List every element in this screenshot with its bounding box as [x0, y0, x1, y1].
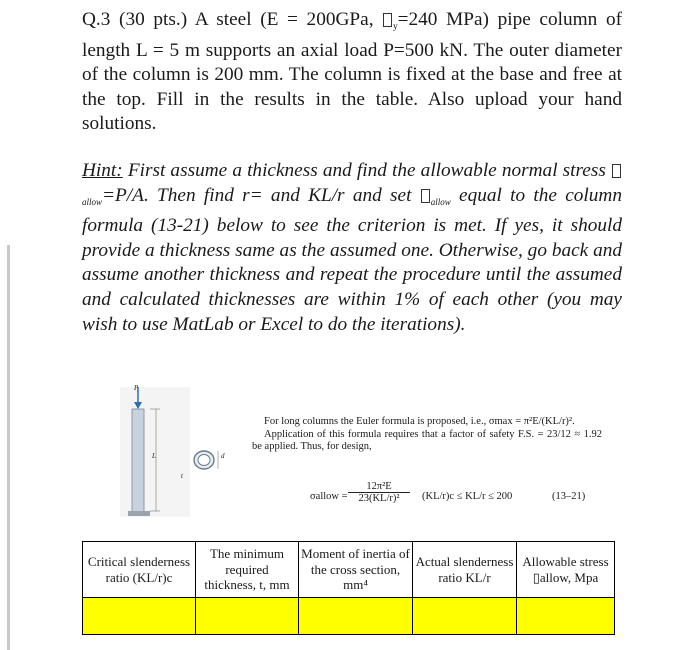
answer-cell-allowable-stress[interactable] [517, 598, 615, 635]
answer-cell-moment-of-inertia[interactable] [299, 598, 413, 635]
results-table [82, 541, 615, 635]
left-margin-bar [7, 245, 10, 650]
pipe-cross-section-icon [182, 446, 232, 474]
figure-label-d: d [221, 452, 225, 460]
header-moment-of-inertia: Moment of inertia of the cross section, mm⁴ [299, 542, 413, 598]
hint-label: Hint: [82, 160, 123, 181]
textbook-excerpt: For long columns the Euler formula is proposed, i.e., σmax = π²E/(KL/r)². Application of this formula requires that a factor of safety F.S. = 23/12 ≈ 1.92 be applied. Thus, for design, [252, 416, 602, 452]
header-actual-slenderness: Actual slenderness ratio KL/r [413, 542, 517, 598]
header-min-thickness: The minimum required thickness, t, mm [196, 542, 299, 598]
equation-number: (13–21) [552, 491, 586, 502]
sigma-allow-box-2 [421, 189, 430, 203]
table-header-row [83, 542, 615, 598]
figure-label-L: L [152, 452, 156, 460]
sigma-placeholder-box [383, 13, 392, 27]
hint-paragraph: Hint: First assume a thickness and find the allowable normal stress $_{allow}$=P/A. Then find r= and KL/r and set $_{allow}$ equal to the column formula (13-21) below to see the criterion is met. If yes, it should provide a thickness same as the assumed one. Otherwise, go back and assume another thickness and repeat the procedure until the assumed and calculated thicknesses are within 1% of each other (you may wish to use MatLab or Excel to do the iterations). [82, 160, 622, 335]
answer-cell-min-thickness[interactable] [196, 598, 299, 635]
column-formula: σallow = $\frac{\text{12π²E}}{\text{23(KL/r)²}}$ (KL/r)c ≤ KL/r ≤ 200 (13–21) [310, 481, 586, 504]
sigma-allow-box [612, 164, 621, 178]
question-text: Q.3 (30 pts.) A steel (E = 200GPa, $_y$=240 MPa) pipe column of length L = 5 m supports an axial load P=500 kN. The outer diameter of the column is 200 mm. The column is fixed at the base and free at the top. Fill in the results in the table. Also upload your hand solutions. [82, 9, 622, 134]
figure-label-P: P [134, 384, 139, 392]
figure-label-t: t [181, 472, 183, 480]
answer-cell-actual-slenderness[interactable] [413, 598, 517, 635]
header-allowable-stress: Allowable stress ▯allow, Mpa [517, 542, 615, 598]
answer-cell-critical-slenderness[interactable] [83, 598, 196, 635]
answer-row [83, 598, 615, 635]
formula-fraction: $\frac{\text{12π²E}}{\text{23(KL/r)²}}$ [348, 481, 410, 504]
formula-condition: (KL/r)c ≤ KL/r ≤ 200 [422, 491, 513, 502]
header-critical-slenderness: Critical slenderness ratio (KL/r)c [83, 542, 196, 598]
